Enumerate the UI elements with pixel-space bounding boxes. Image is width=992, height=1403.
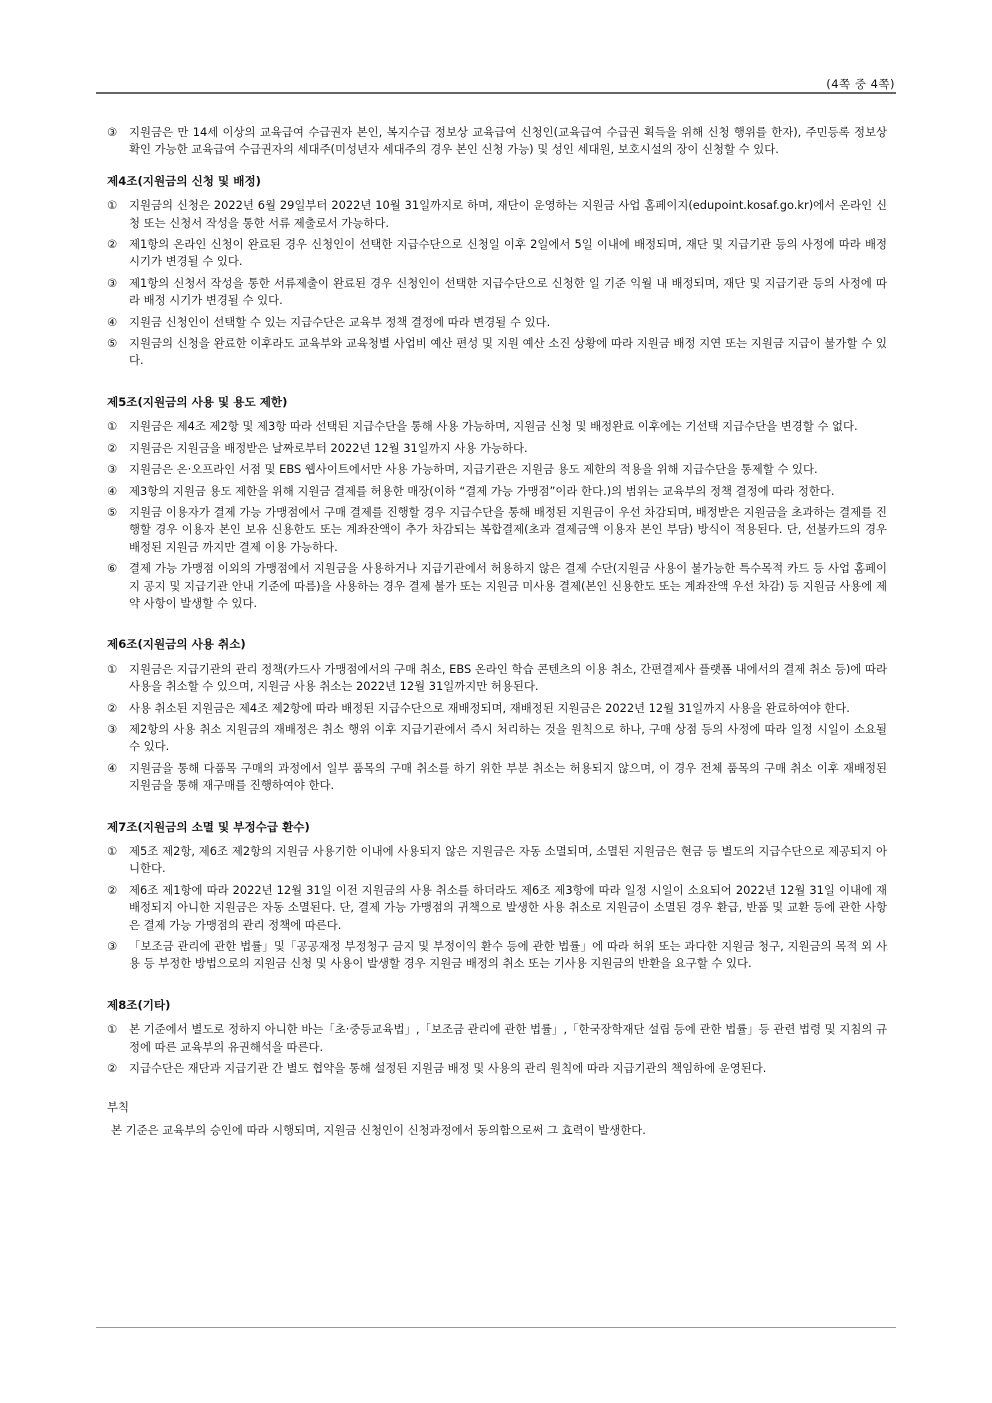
clause-item (107, 661, 887, 696)
clause-number: ④ (107, 483, 118, 498)
clause-text: 제5조 제2항, 제6조 제2항의 지원금 사용기한 이내에 사용되지 않은 지원금은 자동 소멸되며, 소멸된 지원금은 현금 등 별도의 지급수단으로 제공되지 아니한다. (129, 844, 887, 876)
document-body (107, 124, 887, 1139)
clause-number: ② (107, 882, 118, 897)
clause-item (107, 236, 887, 271)
clause-text: 지원금은 온·오프라인 서점 및 EBS 웹사이트에서만 사용 가능하며, 지급기관은 지원금 용도 제한의 적용을 위해 지급수단을 통제할 수 있다. (129, 462, 818, 477)
clause-item (107, 483, 887, 500)
articles (107, 173, 887, 1078)
clause-text: 「보조금 관리에 관한 법률」및「공공재정 부정청구 금지 및 부정이익 환수 등에 관한 법률」에 따라 허위 또는 과다한 지원금 청구, 지원금의 목적 외 사용 등 부정한 방법으로의 지원금 신청 및 사용이 발생할 경우 지원금 배정의 취소 또는 기사용 지원금의 반환을 요구할 수 있다. (129, 939, 887, 971)
clause-number: ③ (107, 721, 118, 736)
clause-number: ① (107, 661, 118, 676)
clause-number: ③ (107, 462, 118, 477)
clause-item (107, 440, 887, 457)
article-section (107, 636, 887, 794)
clause-text: 지원금을 통해 다품목 구매의 과정에서 일부 품목의 구매 취소를 하기 위한 부분 취소는 허용되지 않으며, 이 경우 전체 품목의 구매 취소 이후 재배정된 지원금을 통해 재구매를 진행하여야 한다. (129, 760, 887, 793)
supplement-text: 본 기준은 교육부의 승인에 따라 시행되며, 지원금 신청인이 신청과정에서 동의함으로써 그 효력이 발생한다. (111, 1122, 646, 1137)
article-section (107, 394, 887, 612)
article-heading: 제6조(지원금의 사용 취소) (107, 637, 246, 652)
clause-item (107, 882, 887, 934)
clause-number: ④ (107, 314, 118, 329)
clause-text: 지원금은 제4조 제2항 및 제3항 따라 선택된 지급수단을 통해 사용 가능하며, 지원금 신청 및 배정완료 이후에는 기선택 지급수단을 변경할 수 없다. (129, 419, 858, 434)
clause-text: 지원금은 지급기관의 관리 정책(카드사 가맹점에서의 구매 취소, EBS 온라인 학습 콘텐츠의 이용 취소, 간편결제사 플랫폼 내에서의 결제 취소 등)에 따라 사용을 취소할 수 있으며, 지원금 사용 취소는 2022년 12월 31일까지만 허용된다. (129, 661, 887, 694)
clause-number: ⑤ (107, 504, 118, 519)
clause-item (107, 275, 887, 310)
clause-number: ② (107, 440, 118, 455)
article-section (107, 173, 887, 370)
clause-number: ⑥ (107, 561, 118, 576)
clause-text: 제2항의 사용 취소 지원금의 재배정은 취소 행위 이후 지급기관에서 즉시 처리하는 것을 원칙으로 하나, 구매 상점 등의 사정에 따라 일정 시일이 소요될 수 있다. (129, 721, 887, 754)
supplement-title: 부칙 (107, 1100, 130, 1115)
clause-text: 지원금은 만 14세 이상의 교육급여 수급권자 본인, 복지수급 정보상 교육급여 신청인(교육급여 수급권 획득을 위해 신청 행위를 한자), 주민등록 정보상 확인 가능한 교육급여 수급권자의 세대주(미성년자 세대주의 경우 본인 신청 가능) 및 성인 세대원, 보호시설의 장이 신청할 수 있다. (129, 125, 887, 157)
clause-item (107, 418, 887, 435)
clause-item (107, 124, 887, 159)
clause-text: 사용 취소된 지원금은 제4조 제2항에 따라 배정된 지급수단으로 재배정되며, 재배정된 지원금은 2022년 12월 31일까지 사용을 완료하여야 한다. (129, 700, 850, 715)
article-section (107, 819, 887, 973)
clause-item (107, 504, 887, 556)
clause-text: 지원금 신청인이 선택할 수 있는 지급수단은 교육부 정책 결정에 따라 변경될 수 있다. (129, 314, 551, 329)
article-heading: 제5조(지원금의 사용 및 용도 제한) (107, 394, 288, 409)
clause-text: 제1항의 온라인 신청이 완료된 경우 신청인이 선택한 지급수단으로 신청일 이후 2일에서 5일 이내에 배정되며, 재단 및 지급기관 등의 사정에 따라 배정 시기가 변경될 수 있다. (129, 237, 887, 269)
clause-text: 지급수단은 재단과 지급기관 간 별도 협약을 통해 설정된 지원금 배정 및 사용의 관리 원칙에 따라 지급기관의 책임하에 운영된다. (129, 1061, 767, 1076)
clause-number: ① (107, 198, 118, 213)
clause-number: ⑤ (107, 336, 118, 351)
clause-number: ② (107, 237, 118, 252)
clause-item (107, 1021, 887, 1056)
clause-number: ① (107, 844, 118, 858)
clause-text: 지원금은 지원금을 배정받은 날짜로부터 2022년 12월 31일까지 사용 가능하다. (129, 440, 528, 455)
clause-item (107, 843, 887, 878)
page-number: (4쪽 중 4쪽) (826, 77, 895, 91)
clause-number: ② (107, 1061, 118, 1076)
clause-text: 지원금의 신청은 2022년 6월 29일부터 2022년 10월 31일까지로 하며, 재단이 운영하는 지원금 사업 홈페이지(edupoint.kosaf.go.kr)에서 온라인 신청 또는 신청서 작성을 통한 서류 제출로서 가능하다. (129, 198, 887, 230)
clause-text: 지원금의 신청을 완료한 이후라도 교육부와 교육청별 사업비 예산 편성 및 지원 예산 소진 상황에 따라 지원금 배정 지연 또는 지원금 지급이 불가할 수 있다. (129, 336, 887, 368)
clause-item (107, 700, 887, 717)
footer-rule (96, 1327, 896, 1328)
clause-text: 지원금 이용자가 결제 가능 가맹점에서 구매 결제를 진행할 경우 지급수단을 통해 배정된 지원금이 우선 차감되며, 배정받은 지원금을 초과하는 결제를 진행할 경우 이용자 본인 보유 신용한도 또는 계좌잔액이 추가 차감되는 복합결제(초과 결제금액 이용자 본인 부담) 방식이 적용된다. 단, 선불카드의 경우 배정된 지원금 까지만 결제 이용 가능하다. (129, 504, 887, 554)
article-heading: 제4조(지원금의 신청 및 배정) (107, 173, 261, 188)
clause-item (107, 721, 887, 756)
clause-item (107, 197, 887, 232)
clause-item (107, 461, 887, 478)
clause-item (107, 760, 887, 795)
clause-item (107, 560, 887, 612)
article-heading: 제7조(지원금의 소멸 및 부정수급 환수) (107, 819, 310, 834)
clause-text: 결제 가능 가맹점 이외의 가맹점에서 지원금을 사용하거나 지급기관에서 허용하지 않은 결제 수단(지원금 사용이 불가능한 특수목적 카드 등 사업 홈페이지 공지 및 지급기관 안내 기준에 따름)을 사용하는 경우 결제 불가 또는 지원금 미사용 결제(본인 신용한도 또는 계좌잔액 우선 차감) 등 지원금 사용에 제약 사항이 발생할 수 있다. (129, 561, 887, 610)
clause-text: 제3항의 지원금 용도 제한을 위해 지원금 결제를 허용한 매장(이하 “결제 가능 가맹점”이라 한다.)의 범위는 교육부의 정책 결정에 따라 정한다. (129, 483, 835, 498)
clause-number: ④ (107, 760, 118, 775)
header-rule (96, 92, 896, 94)
article-heading: 제8조(기타) (107, 997, 171, 1012)
clause-number: ② (107, 700, 118, 715)
article-section (107, 997, 887, 1078)
clause-item (107, 314, 887, 331)
clause-number: ① (107, 1022, 118, 1037)
clause-number: ③ (107, 125, 118, 139)
clause-number: ③ (107, 939, 118, 954)
clause-item (107, 938, 887, 973)
clause-number: ③ (107, 275, 118, 290)
clause-text: 본 기준에서 별도로 정하지 아니한 바는「초·중등교육법」,「보조금 관리에 관한 법률」,「한국장학재단 설립 등에 관한 법률」등 관련 법령 및 지침의 규정에 따른 교육부의 유권해석을 따른다. (129, 1022, 887, 1054)
clause-text: 제6조 제1항에 따라 2022년 12월 31일 이전 지원금의 사용 취소를 하더라도 제6조 제3항에 따라 일정 시일이 소요되어 2022년 12월 31일 이내에 재배정되지 아니한 지원금은 자동 소멸된다. 단, 결제 가능 가맹점의 귀책으로 발생한 사용 취소로 지원금이 소멸된 경우 환급, 반품 및 교환 등에 관한 사항은 결제 가능 가맹점의 관리 정책에 따른다. (129, 882, 887, 932)
clause-item (107, 335, 887, 370)
clause-number: ① (107, 419, 118, 434)
clause-text: 제1항의 신청서 작성을 통한 서류제출이 완료된 경우 신청인이 선택한 지급수단으로 신청한 일 기준 익월 내 배정되며, 재단 및 지급기관 등의 사정에 따라 배정 시기가 변경될 수 있다. (129, 275, 887, 308)
clause-item (107, 1060, 887, 1077)
